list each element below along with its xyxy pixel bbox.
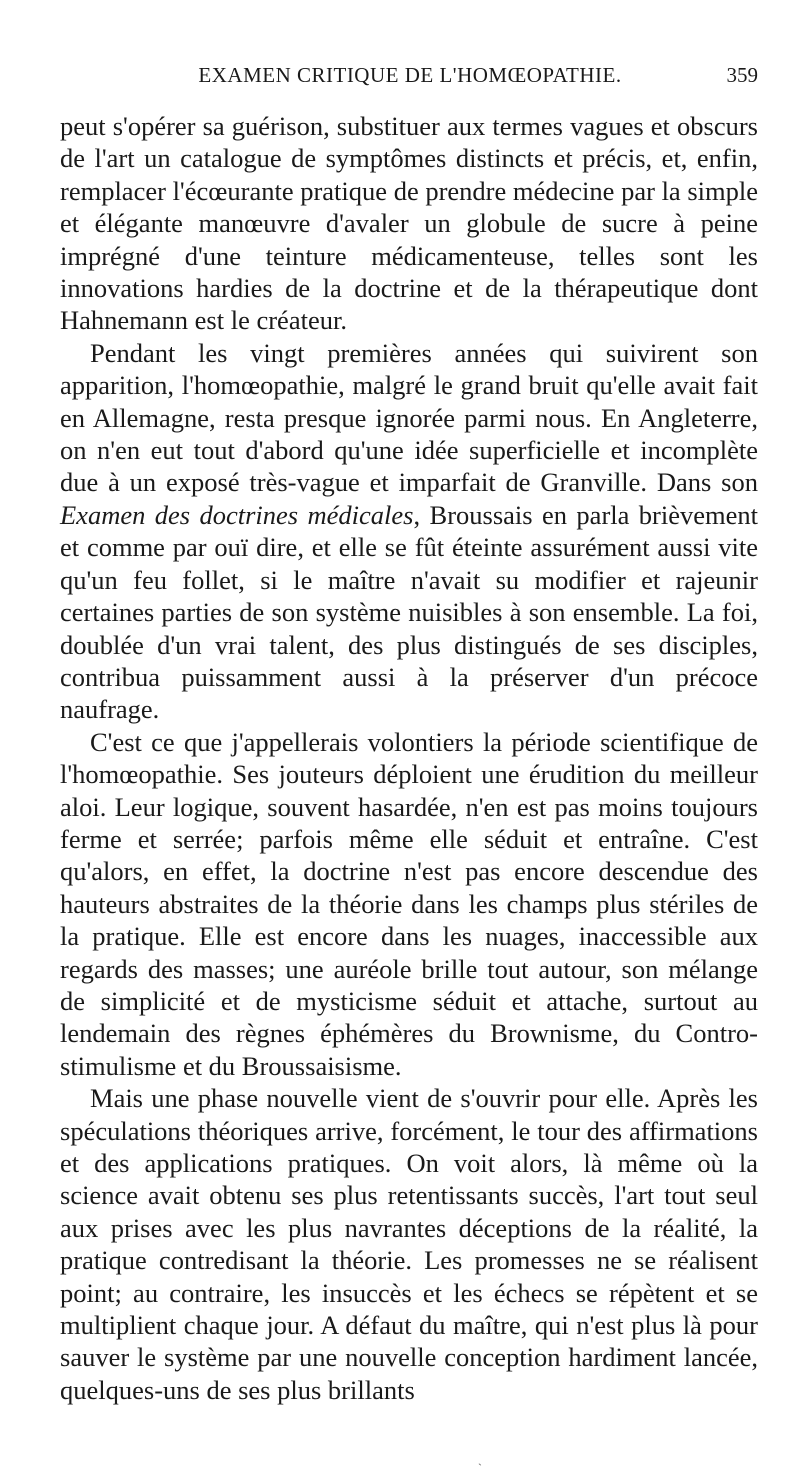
page-number: 359 bbox=[726, 63, 758, 87]
paragraph-2-text-after: , Broussais en parla brièvement et comme par ouï dire, et elle se fût éteinte assurément aussi vite qu'un feu follet, si le maître n'avait su modifier et rajeunir certaines parties de son système nuisibles à son ensemble. La foi, doublée d'un vrai talent, des plus distingués de ses disciples, contribua puissamment aussi à la préserver d'un précoce naufrage. bbox=[60, 499, 759, 725]
ink-speck-decoration: ˏ bbox=[478, 1452, 482, 1466]
running-title: EXAMEN CRITIQUE DE L'HOMŒOPATHIE. bbox=[198, 63, 622, 87]
paragraph-2-text-before: Pendant les vingt premières années qui suivirent son apparition, l'homœopathie, malgré le grand bruit qu'elle avait fait en Allemagne, resta presque ignorée parmi nous. En Angleterre, on n'en eut tout d'abord qu'une idée superficielle et incomplète due à un exposé très-vague et imparfait de Granville. Dans son bbox=[60, 337, 758, 498]
paragraph-3-text: C'est ce que j'appellerais volontiers la période scientifique de l'homœopathie. Ses jouteurs déploient une érudition du meilleur aloi. Leur logique, souvent hasardée, n'en est pas moins toujours ferme et serrée; parfois même elle séduit et entraîne. C'est qu'alors, en effet, la doctrine n'est pas encore descendue des hauteurs abstraites de la théorie dans les champs plus stériles de la pratique. Elle est encore dans les nuages, inaccessible aux regards des masses; une auréole brille tout autour, son mélange de simplicité et de mysticisme séduit et attache, surtout au lendemain des règnes éphémères du Brownisme, du Contro-stimulisme et du Broussaisisme. bbox=[60, 726, 758, 1081]
running-head bbox=[60, 60, 760, 94]
paragraph-3 bbox=[60, 726, 758, 1082]
paragraph-4-text: Mais une phase nouvelle vient de s'ouvrir pour elle. Après les spéculations théoriques arrive, forcément, le tour des affirmations et des applications pratiques. On voit alors, là même où la science avait obtenu ses plus retentissants succès, l'art tout seul aux prises avec les plus navrantes déceptions de la réalité, la pratique contredisant la théorie. Les promesses ne se réalisent point; au contraire, les insuccès et les échecs se répètent et se multiplient chaque jour. A défaut du maître, qui n'est plus là pour sauver le système par une nouvelle conception hardiment lancée, quelques-uns de ses plus brillants bbox=[60, 1083, 758, 1405]
book-title-reference: Examen des doctrines médicales bbox=[60, 499, 414, 530]
paragraph-2 bbox=[60, 337, 758, 726]
body-text bbox=[60, 110, 758, 1406]
paragraph-1-text: peut s'opérer sa guérison, substituer aux termes vagues et obscurs de l'art un catalogue de symptômes distincts et précis, et, enfin, remplacer l'écœurante pratique de prendre médecine par la simple et élégante manœuvre d'avaler un globule de sucre à peine imprégné d'une teinture médicamenteuse, telles sont les innovations hardies de la doctrine et de la thérapeutique dont Hahnemann est le créateur. bbox=[60, 111, 758, 336]
paragraph-4 bbox=[60, 1082, 758, 1406]
paragraph-1 bbox=[60, 110, 758, 337]
